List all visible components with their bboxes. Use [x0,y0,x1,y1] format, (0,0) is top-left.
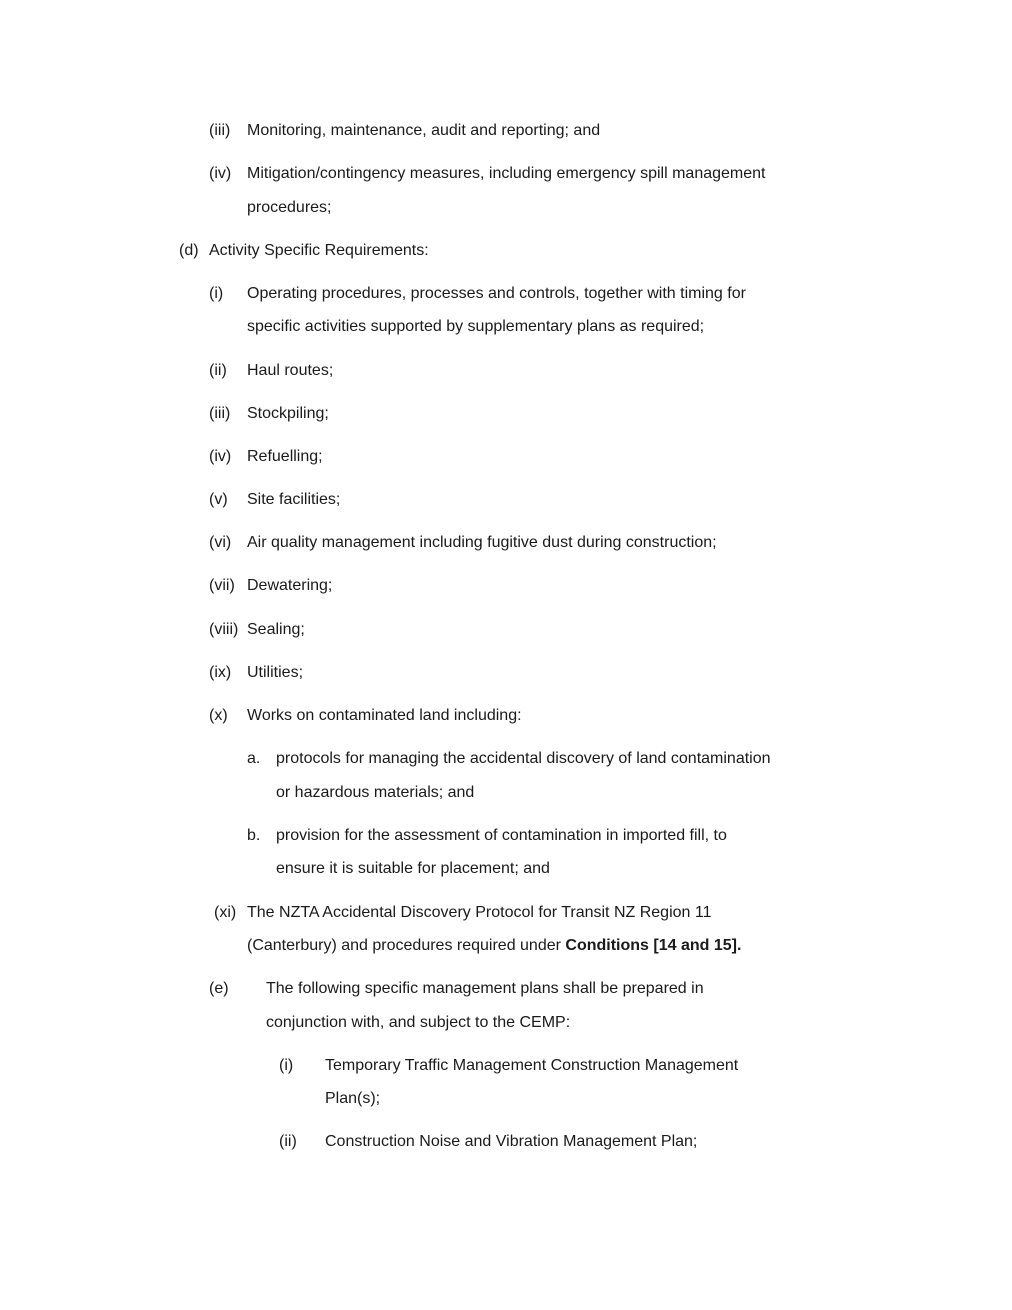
section-text: conjunction with, and subject to the CEMP: [266,1014,571,1031]
item-number: (iv) [209,448,232,465]
item-number: (ii) [279,1133,297,1150]
subitem-letter: b. [247,827,261,844]
item-text: Mitigation/contingency measures, including emergency spill management [247,165,766,182]
section-heading: Activity Specific Requirements: [209,242,429,259]
item-number: (iv) [209,165,232,182]
subitem-text: or hazardous materials; and [276,784,475,801]
item-text: Utilities; [247,664,304,681]
section-number: (d) [179,242,199,259]
item-text: Air quality management including fugitive dust during construction; [247,534,717,551]
item-text: The NZTA Accidental Discovery Protocol for Transit NZ Region 11 [247,904,712,921]
item-text: Sealing; [247,621,305,638]
item-number: (xi) [214,904,237,921]
item-text: procedures; [247,199,332,216]
section-number: (e) [209,980,229,997]
subitem-text: provision for the assessment of contamination in imported fill, to [276,827,727,844]
subitem-letter: a. [247,750,261,767]
item-text: Construction Noise and Vibration Management Plan; [325,1133,698,1150]
item-text: Operating procedures, processes and controls, together with timing for [247,285,746,302]
item-text: Monitoring, maintenance, audit and reporting; and [247,122,601,139]
item-number: (viii) [209,621,239,638]
item-number: (i) [209,285,224,302]
item-text-plain: (Canterbury) and procedures required under [247,937,566,954]
item-number: (vi) [209,534,232,551]
conditions-reference: Conditions [14 and 15]. [565,937,742,954]
subitem-text: protocols for managing the accidental discovery of land contamination [276,750,771,767]
item-text: Plan(s); [325,1090,381,1107]
item-text: Works on contaminated land including: [247,707,522,724]
item-number: (iii) [209,122,231,139]
item-text: Refuelling; [247,448,323,465]
item-number: (ix) [209,664,232,681]
item-text: Site facilities; [247,491,341,508]
item-text: Stockpiling; [247,405,329,422]
item-text [247,936,741,956]
subitem-text: ensure it is suitable for placement; and [276,860,550,877]
item-number: (vii) [209,577,235,594]
item-number: (i) [279,1057,294,1074]
item-text: specific activities supported by supplementary plans as required; [247,318,705,335]
item-number: (ii) [209,362,227,379]
item-text: Temporary Traffic Management Construction Management [325,1057,739,1074]
item-number: (iii) [209,405,231,422]
item-text: Haul routes; [247,362,334,379]
item-number: (x) [209,707,228,724]
item-text: Dewatering; [247,577,333,594]
section-text: The following specific management plans shall be prepared in [266,980,704,997]
item-number: (v) [209,491,228,508]
